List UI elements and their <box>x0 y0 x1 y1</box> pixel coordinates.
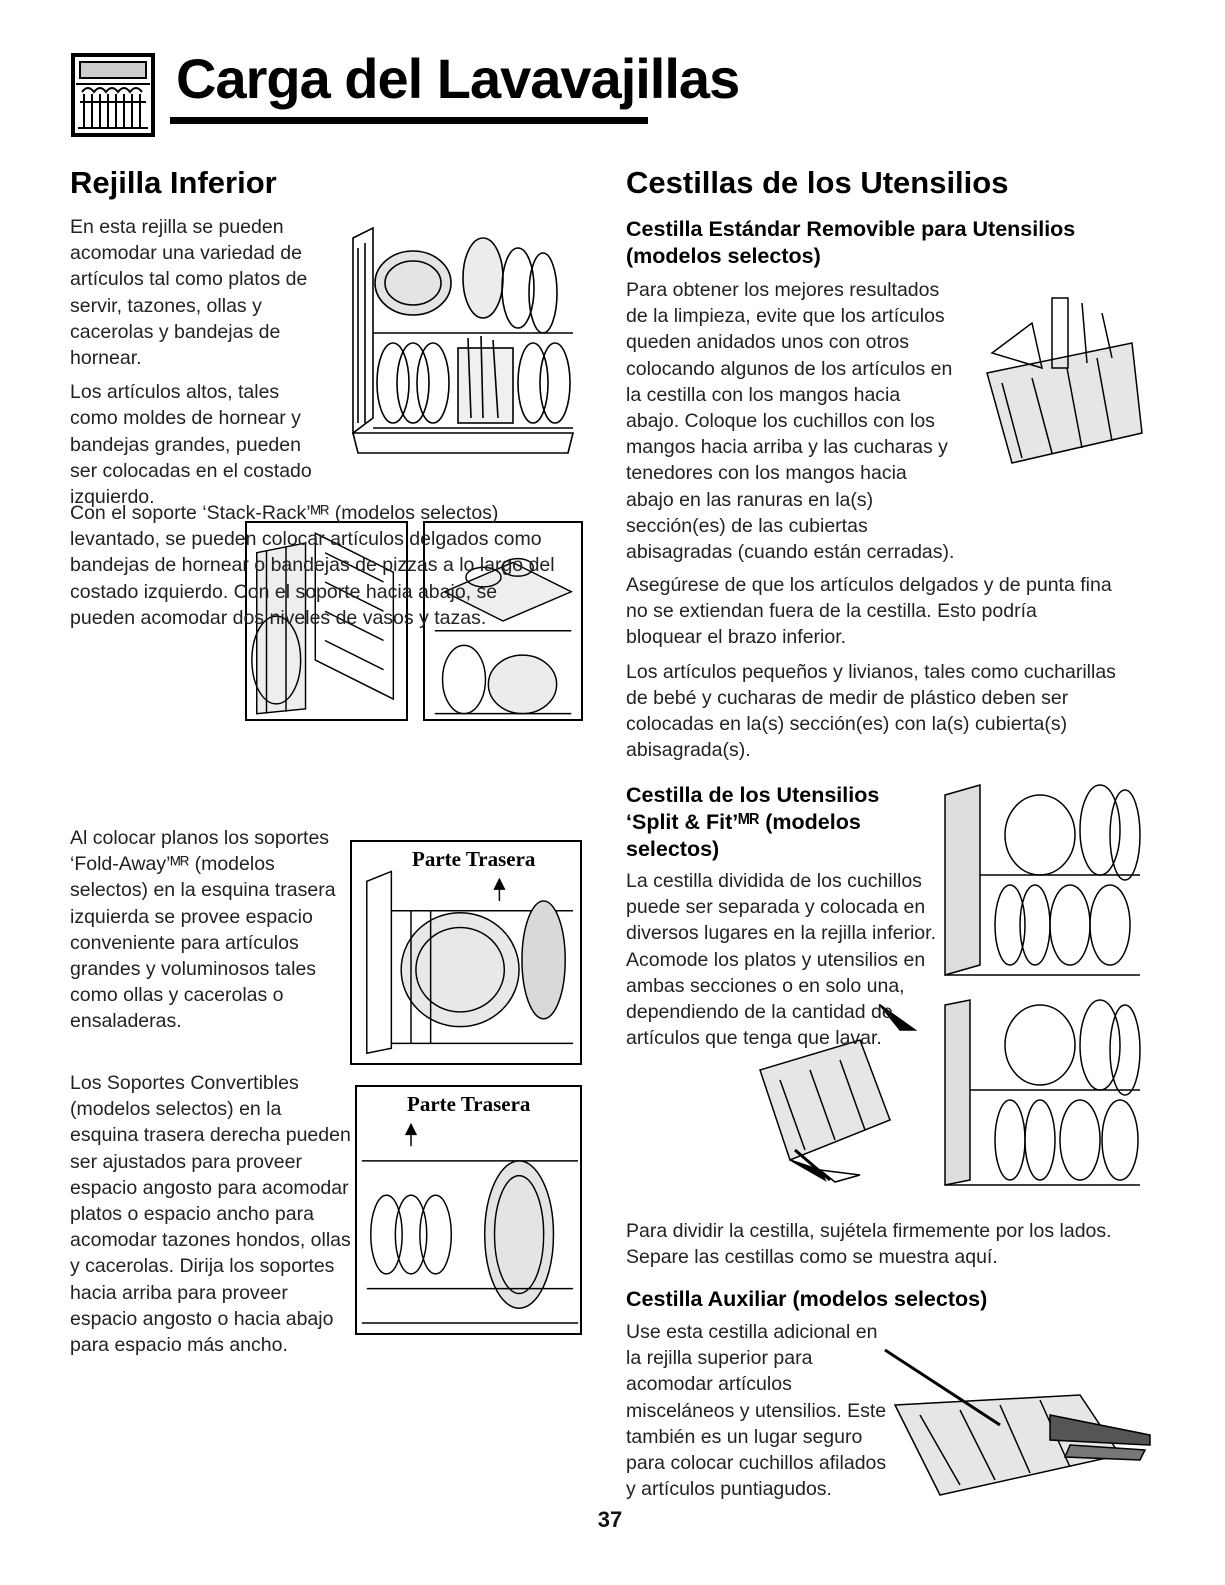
paragraph: La cestilla dividida de los cuchillos puede ser separada y colocada en diversos lugares en la rejilla inferior. Acomode los platos y utensilios en ambas secciones o en solo una, dependiendo de la cantidad de artículos que tenga que lavar. <box>626 870 936 1050</box>
fold-away-paragraph <box>70 825 340 1043</box>
convertible-paragraph <box>70 1070 352 1366</box>
section-heading-cestillas: Cestillas de los Utensilios <box>626 165 1009 200</box>
fold-away-rack-illustration <box>350 840 582 1065</box>
header-dishwasher-icon <box>70 52 156 138</box>
paragraph: Para dividir la cestilla, sujétela firmemente por los lados. Separe las cestillas como se muestra aquí. <box>626 1220 1112 1269</box>
paragraph: Use esta cestilla adicional en la rejilla superior para acomodar artículos misceláneos y utensilios. Este también es un lugar seguro para colocar cuchillos afilados y artículos puntiagudos. <box>626 1321 887 1501</box>
paragraph: Los Soportes Convertibles (modelos selectos) en la esquina trasera derecha pueden ser ajustados para proveer espacio angosto para acomodar platos o espacio ancho para acomodar tazones hondos, ollas y cacerolas. Dirija los soportes hacia arriba para proveer espacio angosto o hacia abajo para espacio más ancho. <box>70 1072 351 1357</box>
standard-basket-paragraphs-2-3 <box>626 572 1118 771</box>
paragraph: Los artículos altos, tales como moldes de hornear y bandejas grandes, pueden ser colocadas en el costado izquierdo. <box>70 381 312 509</box>
paragraph: Asegúrese de que los artículos delgados y de punta fina no se extiendan fuera de la cestilla. Esto podría bloquear el brazo inferior. <box>626 574 1112 649</box>
paragraph: Al colocar planos los soportes ‘Fold-Away’ᴹᴿ (modelos selectos) en la esquina trasera izquierda se provee espacio conveniente para artículos grandes y voluminosos tales como ollas y cacerolas o ensaladeras. <box>70 827 336 1033</box>
split-fit-instruction <box>626 1218 1118 1278</box>
page-number: 37 <box>597 1507 623 1532</box>
figure-label-back: Parte Trasera <box>412 847 536 871</box>
standard-basket-illustration <box>972 283 1157 468</box>
title-underline <box>170 117 648 124</box>
stack-rack-paragraph <box>70 500 560 639</box>
split-fit-rack-illustration-1 <box>940 775 1145 985</box>
subheading-cestilla-auxiliar: Cestilla Auxiliar (modelos selectos) <box>626 1287 988 1311</box>
split-fit-rack-illustration-2 <box>940 995 1145 1195</box>
paragraph: Con el soporte ‘Stack-Rack’ᴹᴿ (modelos selectos) levantado, se pueden colocar artículos delgados como bandejas de hornear o bandejas de pizzas a lo largo del costado izquierdo. Con el soporte hacia abajo, se pueden acomodar dos niveles de vasos y tazas. <box>70 502 555 629</box>
subheading-split-fit: Cestilla de los Utensilios ‘Split & Fit’ᴹᴿ (modelos selectos) <box>626 783 880 861</box>
auxiliary-paragraph <box>626 1319 1116 1510</box>
page-title: Carga del Lavavajillas <box>176 47 740 110</box>
subheading-cestilla-estandar: Cestilla Estándar Removible para Utensilios (modelos selectos) <box>626 217 1076 268</box>
split-fit-paragraph <box>626 868 936 1059</box>
convertible-rack-illustration <box>355 1085 582 1335</box>
rejilla-paragraphs-1-2 <box>70 214 550 518</box>
standard-basket-paragraph-1 <box>626 277 956 573</box>
figure-label-back: Parte Trasera <box>407 1092 531 1116</box>
paragraph: Para obtener los mejores resultados de la limpieza, evite que los artículos queden anidados unos con otros colocando algunos de los artículos en la cestilla con los mangos hacia abajo. Coloque los cuchillos con los mangos hacia arriba y las cucharas y tenedores con los mangos hacia abajo en las ranuras en la(s) sección(es) de las cubiertas abisagradas (cuando están cerradas). <box>626 279 955 564</box>
section-heading-rejilla-inferior: Rejilla Inferior <box>70 165 277 200</box>
paragraph: Los artículos pequeños y livianos, tales como cucharillas de bebé y cucharas de medir de plástico deben ser colocadas en la(s) sección(es) con la(s) cubierta(s) abisagrada(s). <box>626 660 1116 762</box>
paragraph: En esta rejilla se pueden acomodar una variedad de artículos tal como platos de servir, tazones, ollas y cacerolas y bandejas de hornear. <box>70 216 308 370</box>
